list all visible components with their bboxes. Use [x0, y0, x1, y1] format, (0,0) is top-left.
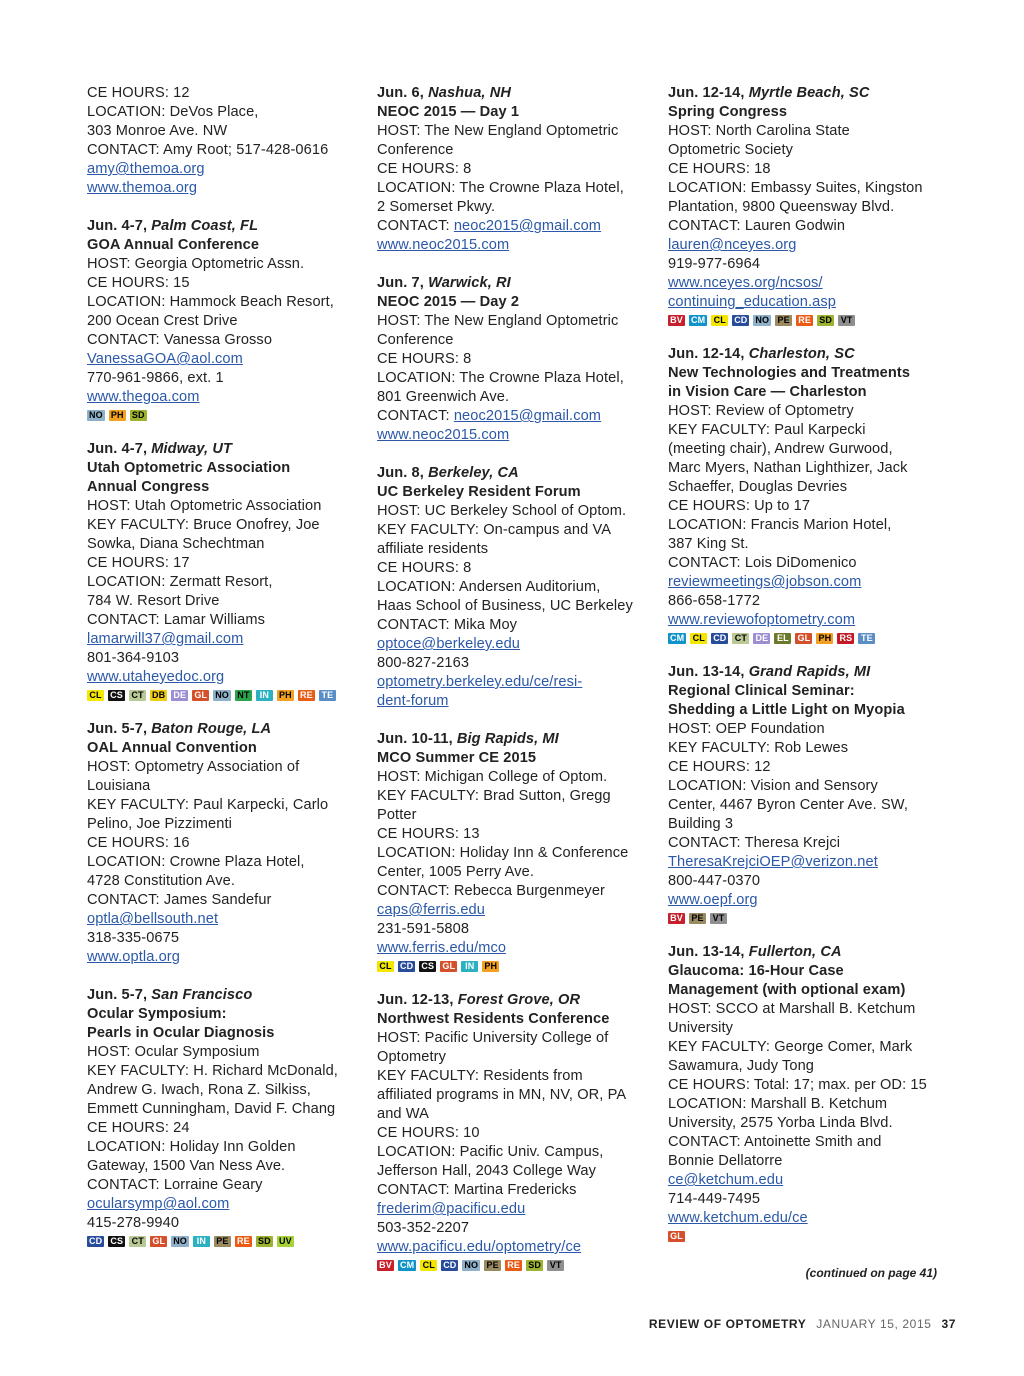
detail-line: Center, 4467 Byron Center Ave. SW, [668, 797, 909, 813]
detail-line: LOCATION: The Crowne Plaza Hotel, [377, 180, 624, 196]
listing-column-2 [377, 84, 659, 1290]
topic-badge: TE [319, 690, 336, 701]
topic-badges [87, 410, 369, 421]
contact-label: CONTACT: [377, 218, 454, 234]
topic-badge: CS [108, 1236, 125, 1247]
event-date: Jun. 7, [377, 275, 429, 291]
detail-line: KEY FACULTY: On-campus and VA [377, 522, 612, 538]
issue-date: JANUARY 15, 2015 [816, 1317, 932, 1331]
topic-badge: CD [713, 633, 727, 643]
event-city: Forest Grove, OR [457, 992, 581, 1008]
topic-badge: PH [816, 633, 833, 644]
continued-note: (continued on page 41) [805, 1266, 937, 1280]
event-date-location [668, 345, 950, 364]
topic-badges [377, 1260, 659, 1271]
contact-link[interactable]: www.reviewofoptometry.com [668, 612, 856, 628]
topic-badges [668, 913, 950, 924]
topic-badge: BV [668, 913, 685, 924]
detail-line: CONTACT: Theresa Krejci [668, 835, 841, 851]
event-date: Jun. 12-14, [668, 85, 749, 101]
topic-badge: CS [108, 690, 125, 701]
event-city: Fullerton, CA [748, 944, 842, 960]
detail-line: 784 W. Resort Drive [87, 593, 220, 609]
contact-link[interactable]: caps@ferris.edu [377, 902, 485, 918]
event-title: NEOC 2015 — Day 1 [377, 104, 520, 120]
topic-badge: PE [484, 1260, 501, 1271]
page-footer [649, 1317, 956, 1331]
topic-badge: CM [670, 633, 685, 643]
detail-line: Sawamura, Judy Tong [668, 1058, 815, 1074]
detail-line: University, 2575 Yorba Linda Blvd. [668, 1115, 893, 1131]
detail-line: 801-364-9103 [87, 650, 180, 666]
contact-link[interactable]: continuing_education.asp [668, 294, 836, 310]
topic-badges [668, 1231, 950, 1242]
detail-line: KEY FACULTY: Residents from [377, 1068, 583, 1084]
event-title: Management (with optional exam) [668, 982, 906, 998]
event-title: Regional Clinical Seminar: [668, 683, 855, 699]
topic-badge: CT [732, 633, 749, 644]
event-listing [87, 720, 369, 967]
detail-line: Center, 1005 Perry Ave. [377, 864, 534, 880]
detail-line: HOST: Utah Optometric Association [87, 498, 322, 514]
event-title: Northwest Residents Conference [377, 1011, 610, 1027]
event-date-location [87, 440, 369, 459]
contact-link[interactable]: TheresaKrejciOEP@verizon.net [668, 854, 878, 870]
topic-badge: CT [129, 1236, 146, 1247]
event-date: Jun. 12-14, [668, 346, 749, 362]
contact-link[interactable]: www.ferris.edu/mco [377, 940, 507, 956]
detail-line: KEY FACULTY: George Comer, Mark [668, 1039, 913, 1055]
topic-badge: GL [150, 1236, 167, 1247]
event-city: San Francisco [151, 987, 253, 1003]
detail-line: 387 King St. [668, 536, 749, 552]
detail-line: CONTACT: Lorraine Geary [87, 1177, 263, 1193]
contact-link[interactable]: www.oepf.org [668, 892, 758, 908]
detail-line: CE HOURS: Up to 17 [668, 498, 811, 514]
contact-link[interactable]: reviewmeetings@jobson.com [668, 574, 862, 590]
event-city: Big Rapids, MI [456, 731, 559, 747]
detail-line: LOCATION: Hammock Beach Resort, [87, 294, 334, 310]
contact-link[interactable]: lamarwill37@gmail.com [87, 631, 244, 647]
event-city: Berkeley, CA [428, 465, 519, 481]
detail-line: CE HOURS: 8 [377, 161, 472, 177]
detail-line: CONTACT: Martina Fredericks [377, 1182, 577, 1198]
detail-line: Optometry [377, 1049, 447, 1065]
contact-link[interactable]: VanessaGOA@aol.com [87, 351, 243, 367]
topic-badge: CD [89, 1236, 103, 1246]
topic-badge: CL [711, 315, 728, 326]
contact-line [377, 407, 659, 426]
event-listing [377, 84, 659, 255]
detail-line: Building 3 [668, 816, 734, 832]
event-title: Annual Congress [87, 479, 210, 495]
topic-badges [87, 1236, 369, 1247]
detail-line: Marc Myers, Nathan Lighthizer, Jack [668, 460, 908, 476]
detail-line: HOST: North Carolina State [668, 123, 850, 139]
topic-badge: VT [838, 315, 855, 326]
event-listing [377, 730, 659, 972]
event-city: Midway, UT [151, 441, 232, 457]
contact-link[interactable]: www.neoc2015.com [377, 237, 510, 253]
topic-badge: CL [420, 1260, 437, 1271]
topic-badge: CL [377, 961, 394, 972]
contact-link[interactable]: www.thegoa.com [87, 389, 200, 405]
event-title: Glaucoma: 16-Hour Case [668, 963, 844, 979]
event-date: Jun. 13-14, [668, 664, 749, 680]
event-city: Grand Rapids, MI [748, 664, 871, 680]
event-city: Nashua, NH [428, 85, 511, 101]
event-listing [87, 986, 369, 1247]
event-date-location [377, 991, 659, 1010]
topic-badge: TE [858, 633, 875, 644]
event-title: Spring Congress [668, 104, 788, 120]
detail-line: HOST: Pacific University College of [377, 1030, 609, 1046]
detail-line: CONTACT: Lamar Williams [87, 612, 265, 628]
detail-line: Gateway, 1500 Van Ness Ave. [87, 1158, 286, 1174]
contact-link[interactable]: ocularsymp@aol.com [87, 1196, 230, 1212]
contact-link[interactable]: frederim@pacificu.edu [377, 1201, 526, 1217]
detail-line: affiliated programs in MN, NV, OR, PA [377, 1087, 627, 1103]
detail-line: University [668, 1020, 734, 1036]
topic-badge: CS [419, 961, 436, 972]
topic-badge: VT [547, 1260, 564, 1271]
event-title: UC Berkeley Resident Forum [377, 484, 581, 500]
detail-line: LOCATION: Vision and Sensory [668, 778, 878, 794]
event-date-location [377, 274, 659, 293]
topic-badges [668, 633, 950, 644]
detail-line: CONTACT: Lois DiDomenico [668, 555, 857, 571]
contact-link[interactable]: amy@themoa.org [87, 161, 205, 177]
topic-badge: PE [775, 315, 792, 326]
detail-line: HOST: SCCO at Marshall B. Ketchum [668, 1001, 916, 1017]
publication-name: REVIEW OF OPTOMETRY [648, 1317, 807, 1331]
detail-line: 503-352-2207 [377, 1220, 470, 1236]
event-listing [668, 84, 950, 326]
detail-line: HOST: Georgia Optometric Assn. [87, 256, 305, 272]
detail-line: CONTACT: Amy Root; 517-428-0616 [87, 142, 329, 158]
detail-line: CONTACT: James Sandefur [87, 892, 272, 908]
detail-line: KEY FACULTY: Brad Sutton, Gregg [377, 788, 611, 804]
detail-line: CONTACT: Rebecca Burgenmeyer [377, 883, 605, 899]
detail-line: LOCATION: DeVos Place, [87, 104, 259, 120]
topic-badge: PH [109, 410, 126, 421]
contact-link[interactable]: www.themoa.org [87, 180, 198, 196]
contact-link[interactable]: ce@ketchum.edu [668, 1172, 784, 1188]
detail-line: 4728 Constitution Ave. [87, 873, 235, 889]
detail-line: LOCATION: Francis Marion Hotel, [668, 517, 892, 533]
event-date: Jun. 5-7, [87, 987, 152, 1003]
email-link[interactable]: neoc2015@gmail.com [453, 408, 602, 424]
contact-link[interactable]: www.neoc2015.com [377, 427, 510, 443]
detail-line: Schaeffer, Douglas Devries [668, 479, 848, 495]
detail-line: 801 Greenwich Ave. [377, 389, 510, 405]
detail-line: CONTACT: Lauren Godwin [668, 218, 846, 234]
detail-line: 770-961-9866, ext. 1 [87, 370, 224, 386]
event-title: Utah Optometric Association [87, 460, 291, 476]
contact-link[interactable]: www.optla.org [87, 949, 180, 965]
topic-badges [377, 961, 659, 972]
topic-badge: NO [173, 1236, 187, 1246]
topic-badge: RE [298, 690, 315, 701]
topic-badge: IN [256, 690, 273, 701]
contact-link[interactable]: lauren@nceyes.org [668, 237, 797, 253]
topic-badge: SD [256, 1236, 273, 1247]
detail-line: Haas School of Business, UC Berkeley [377, 598, 633, 614]
topic-badge: CD [400, 961, 414, 971]
topic-badge: SD [526, 1260, 543, 1271]
detail-line: CE HOURS: 24 [87, 1120, 190, 1136]
contact-link[interactable]: optometry.berkeley.edu/ce/resi- [377, 674, 583, 690]
detail-line: HOST: OEP Foundation [668, 721, 825, 737]
detail-line: Optometric Society [668, 142, 794, 158]
contact-link[interactable]: www.pacificu.edu/optometry/ce [377, 1239, 582, 1255]
event-listing [377, 274, 659, 445]
detail-line: Conference [377, 142, 454, 158]
topic-badge: RE [796, 315, 813, 326]
topic-badge: RE [505, 1260, 522, 1271]
topic-badge: IN [461, 961, 478, 972]
detail-line: (meeting chair), Andrew Gurwood, [668, 441, 893, 457]
detail-line: Jefferson Hall, 2043 College Way [377, 1163, 596, 1179]
event-title: OAL Annual Convention [87, 740, 257, 756]
detail-line: LOCATION: Zermatt Resort, [87, 574, 273, 590]
detail-line: CE HOURS: 10 [377, 1125, 480, 1141]
detail-line: 714-449-7495 [668, 1191, 761, 1207]
detail-line: KEY FACULTY: Paul Karpecki, Carlo [87, 797, 329, 813]
topic-badge: CD [734, 315, 748, 325]
topic-badge: NO [755, 315, 770, 325]
detail-line: HOST: Michigan College of Optom. [377, 769, 608, 785]
detail-line: CE HOURS: 17 [87, 555, 190, 571]
event-date-location [668, 663, 950, 682]
event-date-location [377, 464, 659, 483]
topic-badge: VT [710, 913, 727, 924]
event-listing [668, 345, 950, 644]
topic-badge: CM [400, 1260, 415, 1270]
detail-line: LOCATION: Holiday Inn Golden [87, 1139, 296, 1155]
event-listing [377, 991, 659, 1271]
event-title: New Technologies and Treatments [668, 365, 911, 381]
event-listing [668, 943, 950, 1242]
topic-badge: GL [668, 1231, 685, 1242]
contact-label: CONTACT: [377, 408, 454, 424]
contact-link[interactable]: optla@bellsouth.net [87, 911, 219, 927]
topic-badge: DE [753, 633, 770, 644]
detail-line: 919-977-6964 [668, 256, 761, 272]
event-listing [87, 217, 369, 421]
detail-line: HOST: Optometry Association of [87, 759, 300, 775]
topic-badge: GL [795, 633, 812, 644]
topic-badge: BV [377, 1260, 394, 1271]
event-listing [87, 440, 369, 701]
contact-line [377, 217, 659, 236]
detail-line: Sowka, Diana Schechtman [87, 536, 265, 552]
detail-line: and WA [377, 1106, 429, 1122]
event-date-location [87, 720, 369, 739]
detail-line: Bonnie Dellatorre [668, 1153, 783, 1169]
detail-line: CONTACT: Antoinette Smith and [668, 1134, 882, 1150]
detail-line: Pelino, Joe Pizzimenti [87, 816, 232, 832]
detail-line: 200 Ocean Crest Drive [87, 313, 238, 329]
topic-badge: NO [89, 410, 103, 420]
event-title: in Vision Care — Charleston [668, 384, 867, 400]
detail-line: CONTACT: Mika Moy [377, 617, 518, 633]
detail-line: HOST: Review of Optometry [668, 403, 854, 419]
listing-column-1 [87, 84, 369, 1266]
detail-line: CE HOURS: 15 [87, 275, 190, 291]
detail-line: KEY FACULTY: H. Richard McDonald, [87, 1063, 338, 1079]
topic-badge: CL [87, 690, 104, 701]
detail-line: 415-278-9940 [87, 1215, 180, 1231]
detail-line: KEY FACULTY: Bruce Onofrey, Joe [87, 517, 320, 533]
event-date: Jun. 8, [377, 465, 429, 481]
detail-line: CE HOURS: 8 [377, 351, 472, 367]
detail-line: LOCATION: Embassy Suites, Kingston [668, 180, 923, 196]
email-link[interactable]: neoc2015@gmail.com [453, 218, 602, 234]
topic-badge: EL [774, 633, 791, 644]
event-listing [87, 84, 369, 198]
topic-badge: CD [443, 1260, 457, 1270]
detail-line: CE HOURS: 8 [377, 560, 472, 576]
detail-line: LOCATION: The Crowne Plaza Hotel, [377, 370, 624, 386]
detail-line: HOST: The New England Optometric [377, 123, 619, 139]
event-date-location [668, 84, 950, 103]
detail-line: Andrew G. Iwach, Rona Z. Silkiss, [87, 1082, 311, 1098]
event-title: MCO Summer CE 2015 [377, 750, 537, 766]
contact-link[interactable]: dent-forum [377, 693, 449, 709]
event-date: Jun. 6, [377, 85, 429, 101]
topic-badge: PH [277, 690, 294, 701]
event-date-location [87, 217, 369, 236]
detail-line: CE HOURS: 13 [377, 826, 480, 842]
detail-line: KEY FACULTY: Paul Karpecki [668, 422, 866, 438]
detail-line: CE HOURS: 12 [87, 85, 190, 101]
event-city: Myrtle Beach, SC [748, 85, 870, 101]
topic-badge: PE [689, 913, 706, 924]
event-city: Palm Coast, FL [151, 218, 259, 234]
topic-badge: GL [440, 961, 457, 972]
detail-line: CE HOURS: 12 [668, 759, 771, 775]
event-title: GOA Annual Conference [87, 237, 260, 253]
detail-line: KEY FACULTY: Rob Lewes [668, 740, 849, 756]
event-date: Jun. 10-11, [377, 731, 457, 747]
detail-line: LOCATION: Holiday Inn & Conference [377, 845, 629, 861]
listing-column-3 [668, 84, 950, 1261]
detail-line: Conference [377, 332, 454, 348]
contact-link[interactable]: www.ketchum.edu/ce [668, 1210, 808, 1226]
detail-line: 2 Somerset Pkwy. [377, 199, 496, 215]
detail-line: HOST: The New England Optometric [377, 313, 619, 329]
detail-line: HOST: UC Berkeley School of Optom. [377, 503, 627, 519]
event-city: Baton Rouge, LA [151, 721, 272, 737]
event-listing [377, 464, 659, 711]
event-city: Charleston, SC [748, 346, 855, 362]
topic-badge: BV [668, 315, 685, 326]
detail-line: CE HOURS: 16 [87, 835, 190, 851]
topic-badge: GL [192, 690, 209, 701]
topic-badge: CT [129, 690, 146, 701]
topic-badge: PH [482, 961, 499, 972]
event-city: Warwick, RI [428, 275, 511, 291]
topic-badge: DE [171, 690, 188, 701]
detail-line: 800-827-2163 [377, 655, 470, 671]
event-title: Pearls in Ocular Diagnosis [87, 1025, 275, 1041]
topic-badge: IN [193, 1236, 210, 1247]
detail-line: CE HOURS: Total: 17; max. per OD: 15 [668, 1077, 927, 1093]
detail-line: LOCATION: Crowne Plaza Hotel, [87, 854, 305, 870]
topic-badge: DB [152, 690, 166, 700]
detail-line: affiliate residents [377, 541, 489, 557]
event-date-location [668, 943, 950, 962]
topic-badge: NO [215, 690, 229, 700]
page-number: 37 [941, 1317, 956, 1331]
topic-badge: SD [817, 315, 834, 326]
topic-badge: NO [464, 1260, 479, 1270]
detail-line: 231-591-5808 [377, 921, 470, 937]
topic-badge: SD [130, 410, 147, 421]
detail-line: 303 Monroe Ave. NW [87, 123, 228, 139]
event-date: Jun. 4-7, [87, 441, 152, 457]
topic-badge: RE [235, 1236, 252, 1247]
detail-line: Potter [377, 807, 417, 823]
event-date: Jun. 4-7, [87, 218, 152, 234]
event-date-location [377, 730, 659, 749]
detail-line: Emmett Cunningham, David F. Chang [87, 1101, 336, 1117]
topic-badge: CL [690, 633, 707, 644]
detail-line: LOCATION: Marshall B. Ketchum [668, 1096, 888, 1112]
detail-line: CONTACT: Vanessa Grosso [87, 332, 273, 348]
event-date: Jun. 5-7, [87, 721, 152, 737]
detail-line: 800-447-0370 [668, 873, 761, 889]
event-title: NEOC 2015 — Day 2 [377, 294, 520, 310]
contact-link[interactable]: www.nceyes.org/ncsos/ [668, 275, 823, 291]
event-date: Jun. 12-13, [377, 992, 458, 1008]
topic-badges [668, 315, 950, 326]
detail-line: CE HOURS: 18 [668, 161, 771, 177]
detail-line: HOST: Ocular Symposium [87, 1044, 260, 1060]
event-title: Shedding a Little Light on Myopia [668, 702, 905, 718]
contact-link[interactable]: optoce@berkeley.edu [377, 636, 521, 652]
contact-link[interactable]: www.utaheyedoc.org [87, 669, 225, 685]
detail-line: 866-658-1772 [668, 593, 761, 609]
topic-badge: UV [277, 1236, 294, 1247]
event-listing [668, 663, 950, 924]
event-date-location [377, 84, 659, 103]
detail-line: Louisiana [87, 778, 151, 794]
event-date-location [87, 986, 369, 1005]
event-date: Jun. 13-14, [668, 944, 749, 960]
topic-badge: NT [235, 690, 252, 701]
event-title: Ocular Symposium: [87, 1006, 227, 1022]
topic-badge: PE [214, 1236, 231, 1247]
detail-line: LOCATION: Pacific Univ. Campus, [377, 1144, 604, 1160]
topic-badge: CM [691, 315, 706, 325]
detail-line: 318-335-0675 [87, 930, 180, 946]
topic-badges [87, 690, 369, 701]
detail-line: LOCATION: Andersen Auditorium, [377, 579, 601, 595]
topic-badge: RS [837, 633, 854, 644]
detail-line: Plantation, 9800 Queensway Blvd. [668, 199, 895, 215]
